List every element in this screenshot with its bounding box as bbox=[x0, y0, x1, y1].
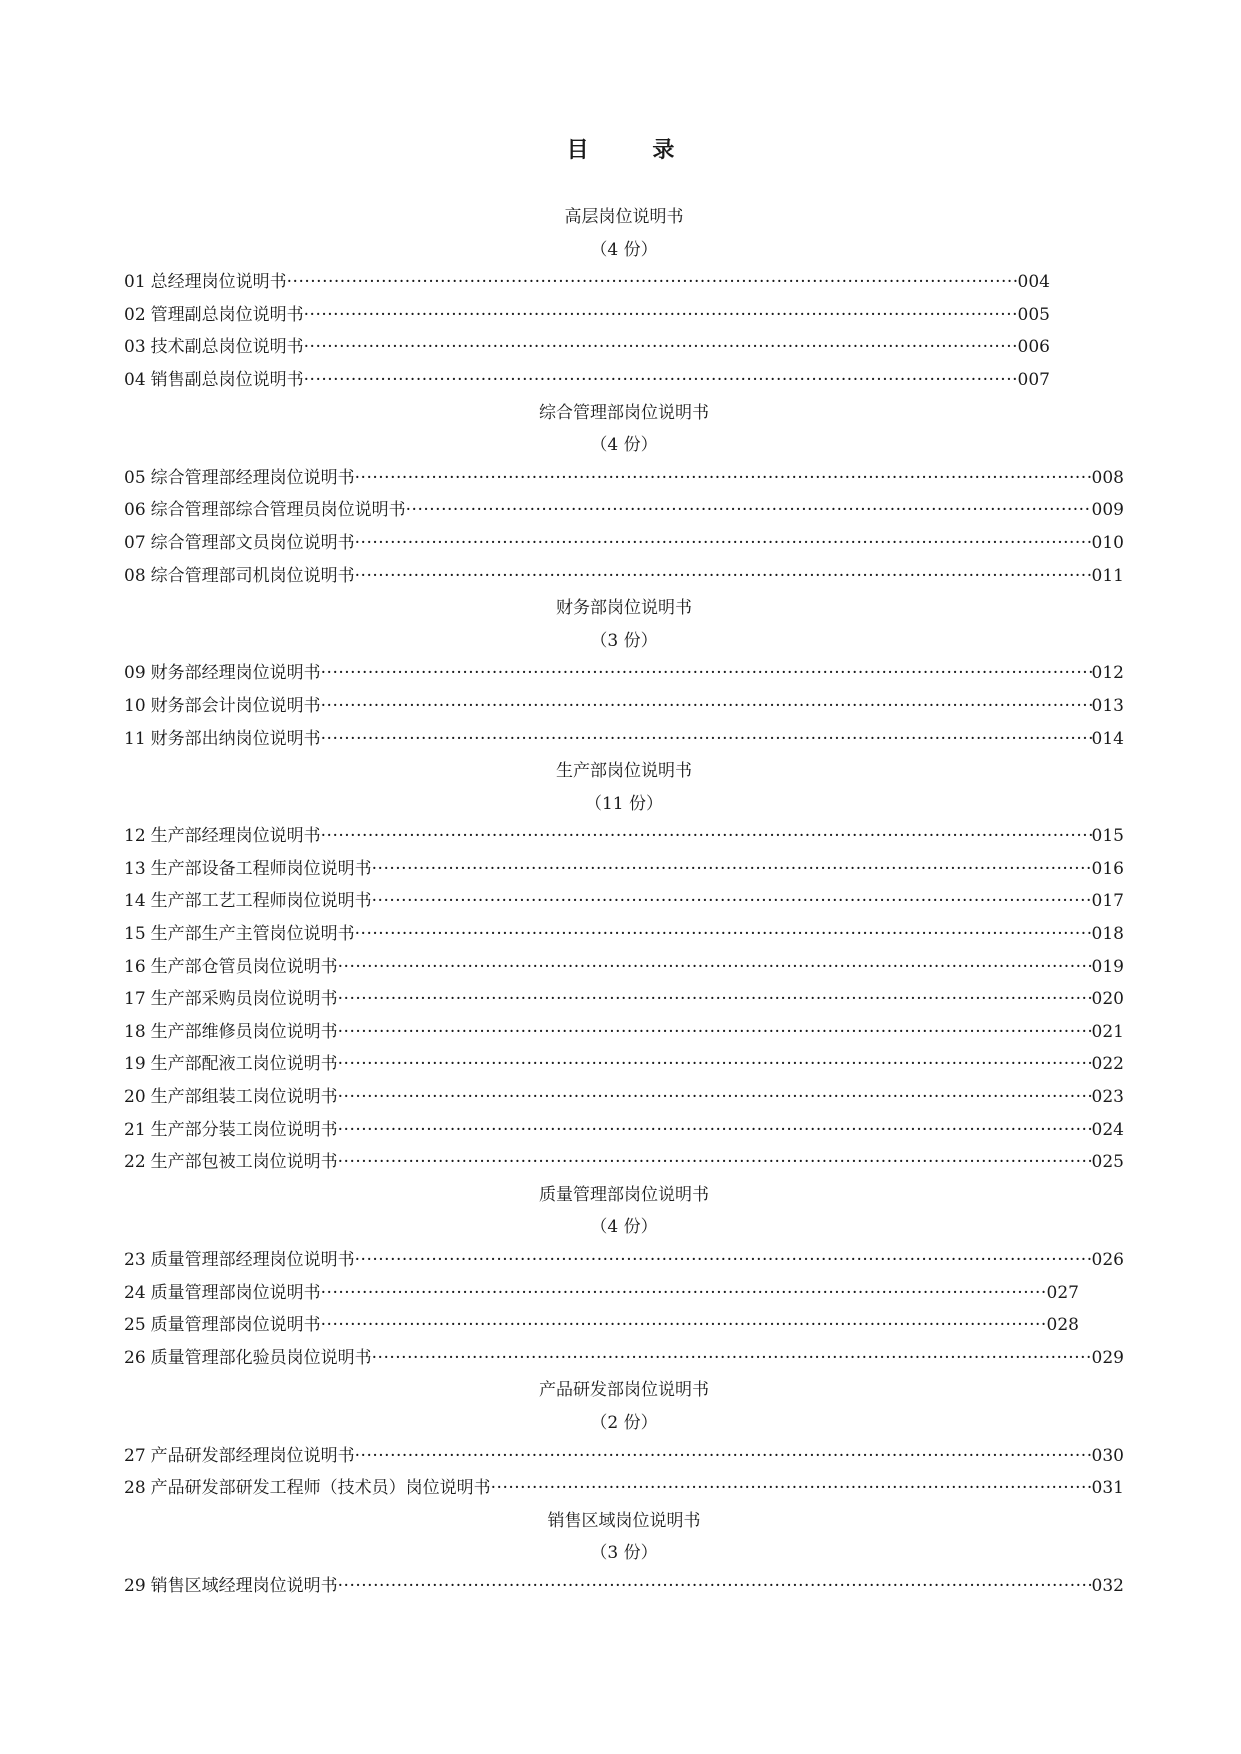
dot-leader bbox=[321, 657, 1092, 690]
entry-page-number: 023 bbox=[1091, 1087, 1124, 1108]
entry-number: 13 bbox=[124, 858, 146, 879]
dot-leader bbox=[355, 918, 1092, 951]
entry-title: 生产部包被工岗位说明书 bbox=[150, 1152, 338, 1173]
entry-page-number: 010 bbox=[1091, 532, 1124, 553]
section-count: （4 份） bbox=[590, 1217, 658, 1238]
dot-leader bbox=[338, 1570, 1092, 1603]
entry-number: 21 bbox=[124, 1119, 146, 1140]
toc-entry[interactable] bbox=[124, 820, 1124, 853]
toc-entry[interactable] bbox=[124, 1342, 1124, 1375]
toc-entry[interactable] bbox=[124, 1081, 1124, 1114]
dot-leader bbox=[321, 820, 1092, 853]
entry-page-number: 029 bbox=[1091, 1347, 1124, 1368]
entry-page-number: 016 bbox=[1091, 858, 1124, 879]
dot-leader bbox=[338, 983, 1092, 1016]
entry-title: 生产部分装工岗位说明书 bbox=[150, 1119, 338, 1140]
dot-leader bbox=[338, 1114, 1092, 1147]
entry-page-number: 013 bbox=[1091, 695, 1124, 716]
toc-entry[interactable] bbox=[124, 494, 1124, 527]
entry-number: 28 bbox=[124, 1478, 146, 1499]
section-count: （3 份） bbox=[590, 630, 658, 651]
toc-entry[interactable] bbox=[124, 462, 1124, 495]
entry-title: 生产部维修员岗位说明书 bbox=[150, 1021, 338, 1042]
entry-title: 财务部出纳岗位说明书 bbox=[150, 728, 321, 749]
entry-title: 生产部工艺工程师岗位说明书 bbox=[150, 891, 372, 912]
entry-title: 生产部配液工岗位说明书 bbox=[150, 1054, 338, 1075]
toc-entry[interactable] bbox=[124, 951, 1124, 984]
entry-title: 综合管理部文员岗位说明书 bbox=[150, 532, 355, 553]
dot-leader bbox=[355, 1440, 1092, 1473]
toc-entry[interactable] bbox=[124, 266, 1050, 299]
section-heading: 财务部岗位说明书 bbox=[556, 598, 692, 619]
entry-title: 综合管理部综合管理员岗位说明书 bbox=[150, 500, 406, 521]
entry-page-number: 008 bbox=[1091, 467, 1124, 488]
toc-entry[interactable] bbox=[124, 1146, 1124, 1179]
dot-leader bbox=[355, 1244, 1092, 1277]
entry-page-number: 019 bbox=[1091, 956, 1124, 977]
entry-number: 04 bbox=[124, 369, 146, 390]
entry-number: 26 bbox=[124, 1347, 146, 1368]
toc-entry[interactable] bbox=[124, 364, 1050, 397]
entry-title: 生产部生产主管岗位说明书 bbox=[150, 924, 355, 945]
toc-entry[interactable] bbox=[124, 853, 1124, 886]
entry-title: 技术副总岗位说明书 bbox=[150, 337, 304, 358]
entry-title: 质量管理部化验员岗位说明书 bbox=[150, 1347, 372, 1368]
entry-number: 02 bbox=[124, 304, 146, 325]
entry-title: 质量管理部经理岗位说明书 bbox=[150, 1250, 355, 1270]
entry-number: 24 bbox=[124, 1282, 146, 1303]
dot-leader bbox=[491, 1472, 1092, 1505]
entry-number: 01 bbox=[124, 272, 146, 293]
toc-entry[interactable] bbox=[124, 1114, 1124, 1147]
dot-leader bbox=[287, 266, 1018, 299]
dot-leader bbox=[321, 723, 1092, 756]
entry-number: 20 bbox=[124, 1087, 146, 1108]
entry-title: 综合管理部司机岗位说明书 bbox=[150, 565, 355, 586]
entry-number: 07 bbox=[124, 532, 146, 553]
entry-number: 03 bbox=[124, 337, 146, 358]
section-heading: 生产部岗位说明书 bbox=[556, 761, 692, 782]
entry-page-number: 030 bbox=[1091, 1445, 1124, 1466]
entry-number: 10 bbox=[124, 695, 146, 716]
entry-number: 06 bbox=[124, 500, 146, 521]
entry-title: 产品研发部研发工程师（技术员）岗位说明书 bbox=[150, 1478, 491, 1499]
dot-leader bbox=[304, 364, 1018, 397]
dot-leader bbox=[372, 1342, 1092, 1375]
entry-number: 15 bbox=[124, 924, 146, 945]
section-count: （4 份） bbox=[590, 239, 658, 260]
toc-entry[interactable] bbox=[124, 560, 1124, 593]
dot-leader bbox=[338, 1081, 1092, 1114]
toc-entry[interactable] bbox=[124, 1244, 1124, 1277]
toc-entry[interactable] bbox=[124, 1016, 1124, 1049]
dot-leader bbox=[321, 1277, 1047, 1310]
toc-entry[interactable] bbox=[124, 331, 1050, 364]
dot-leader bbox=[355, 462, 1092, 495]
toc-entry[interactable] bbox=[124, 1309, 1079, 1342]
entry-page-number: 017 bbox=[1091, 891, 1124, 912]
toc-list bbox=[124, 201, 1124, 1603]
entry-title: 生产部组装工岗位说明书 bbox=[150, 1087, 338, 1108]
entry-page-number: 031 bbox=[1091, 1478, 1124, 1499]
entry-page-number: 007 bbox=[1017, 369, 1050, 390]
toc-entry[interactable] bbox=[124, 299, 1050, 332]
entry-title: 综合管理部经理岗位说明书 bbox=[150, 467, 355, 488]
entry-page-number: 026 bbox=[1091, 1250, 1124, 1270]
entry-title: 质量管理部岗位说明书 bbox=[150, 1282, 321, 1303]
entry-page-number: 012 bbox=[1091, 663, 1124, 684]
section-heading: 质量管理部岗位说明书 bbox=[539, 1184, 709, 1205]
dot-leader bbox=[355, 560, 1092, 593]
section-count: （4 份） bbox=[590, 435, 658, 456]
toc-title: 目 录 bbox=[566, 137, 703, 163]
entry-number: 09 bbox=[124, 663, 146, 684]
dot-leader bbox=[338, 1146, 1092, 1179]
entry-number: 18 bbox=[124, 1021, 146, 1042]
dot-leader bbox=[338, 951, 1092, 984]
toc-entry[interactable] bbox=[124, 723, 1124, 756]
entry-page-number: 018 bbox=[1091, 924, 1124, 945]
entry-title: 生产部经理岗位说明书 bbox=[150, 826, 321, 847]
entry-number: 05 bbox=[124, 467, 146, 488]
entry-page-number: 025 bbox=[1091, 1152, 1124, 1173]
toc-entry[interactable] bbox=[124, 918, 1124, 951]
entry-page-number: 028 bbox=[1046, 1315, 1079, 1336]
entry-number: 08 bbox=[124, 565, 146, 586]
dot-leader bbox=[338, 1016, 1092, 1049]
toc-entry[interactable] bbox=[124, 1570, 1124, 1603]
entry-page-number: 024 bbox=[1091, 1119, 1124, 1140]
toc-entry[interactable] bbox=[124, 1277, 1079, 1310]
dot-leader bbox=[338, 1048, 1092, 1081]
entry-number: 16 bbox=[124, 956, 146, 977]
section-count: （2 份） bbox=[590, 1412, 658, 1433]
entry-number: 25 bbox=[124, 1315, 146, 1336]
toc-entry[interactable] bbox=[124, 983, 1124, 1016]
entry-number: 14 bbox=[124, 891, 146, 912]
toc-entry[interactable] bbox=[124, 1472, 1124, 1505]
section-heading: 高层岗位说明书 bbox=[564, 207, 684, 227]
entry-page-number: 022 bbox=[1091, 1054, 1124, 1075]
entry-page-number: 004 bbox=[1017, 272, 1050, 293]
section-count: （3 份） bbox=[590, 1543, 658, 1564]
entry-number: 22 bbox=[124, 1152, 146, 1173]
dot-leader bbox=[406, 494, 1092, 527]
entry-page-number: 014 bbox=[1091, 728, 1124, 749]
toc-entry[interactable] bbox=[124, 690, 1124, 723]
section-heading: 产品研发部岗位说明书 bbox=[539, 1380, 709, 1401]
entry-number: 12 bbox=[124, 826, 146, 847]
section-heading: 综合管理部岗位说明书 bbox=[539, 402, 709, 423]
toc-entry[interactable] bbox=[124, 527, 1124, 560]
entry-page-number: 005 bbox=[1017, 304, 1050, 325]
entry-title: 财务部会计岗位说明书 bbox=[150, 695, 321, 716]
entry-number: 19 bbox=[124, 1054, 146, 1075]
entry-title: 财务部经理岗位说明书 bbox=[150, 663, 321, 684]
entry-page-number: 015 bbox=[1091, 826, 1124, 847]
entry-title: 生产部采购员岗位说明书 bbox=[150, 989, 338, 1010]
entry-number: 17 bbox=[124, 989, 146, 1010]
entry-page-number: 011 bbox=[1091, 565, 1124, 586]
entry-title: 生产部仓管员岗位说明书 bbox=[150, 956, 338, 977]
entry-page-number: 006 bbox=[1017, 337, 1050, 358]
entry-title: 总经理岗位说明书 bbox=[150, 272, 287, 293]
toc-entry[interactable] bbox=[124, 1440, 1124, 1473]
entry-number: 11 bbox=[124, 728, 146, 749]
entry-number: 27 bbox=[124, 1445, 146, 1466]
entry-page-number: 032 bbox=[1091, 1575, 1124, 1596]
toc-entry[interactable] bbox=[124, 657, 1124, 690]
dot-leader bbox=[355, 527, 1092, 560]
dot-leader bbox=[304, 299, 1018, 332]
toc-entry[interactable] bbox=[124, 1048, 1124, 1081]
entry-title: 产品研发部经理岗位说明书 bbox=[150, 1445, 355, 1466]
dot-leader bbox=[372, 885, 1092, 918]
entry-number: 23 bbox=[124, 1250, 146, 1270]
dot-leader bbox=[321, 690, 1092, 723]
entry-title: 销售区域经理岗位说明书 bbox=[150, 1575, 338, 1596]
toc-entry[interactable] bbox=[124, 885, 1124, 918]
dot-leader bbox=[372, 853, 1092, 886]
entry-title: 生产部设备工程师岗位说明书 bbox=[150, 858, 372, 879]
entry-page-number: 009 bbox=[1091, 500, 1124, 521]
dot-leader bbox=[321, 1309, 1047, 1342]
dot-leader bbox=[304, 331, 1018, 364]
entry-title: 销售副总岗位说明书 bbox=[150, 369, 304, 390]
section-count: （11 份） bbox=[584, 793, 664, 814]
entry-number: 29 bbox=[124, 1575, 146, 1596]
entry-page-number: 020 bbox=[1091, 989, 1124, 1010]
entry-title: 质量管理部岗位说明书 bbox=[150, 1315, 321, 1336]
entry-page-number: 021 bbox=[1091, 1021, 1124, 1042]
entry-title: 管理副总岗位说明书 bbox=[150, 304, 304, 325]
entry-page-number: 027 bbox=[1046, 1282, 1079, 1303]
section-heading: 销售区域岗位说明书 bbox=[547, 1510, 701, 1531]
